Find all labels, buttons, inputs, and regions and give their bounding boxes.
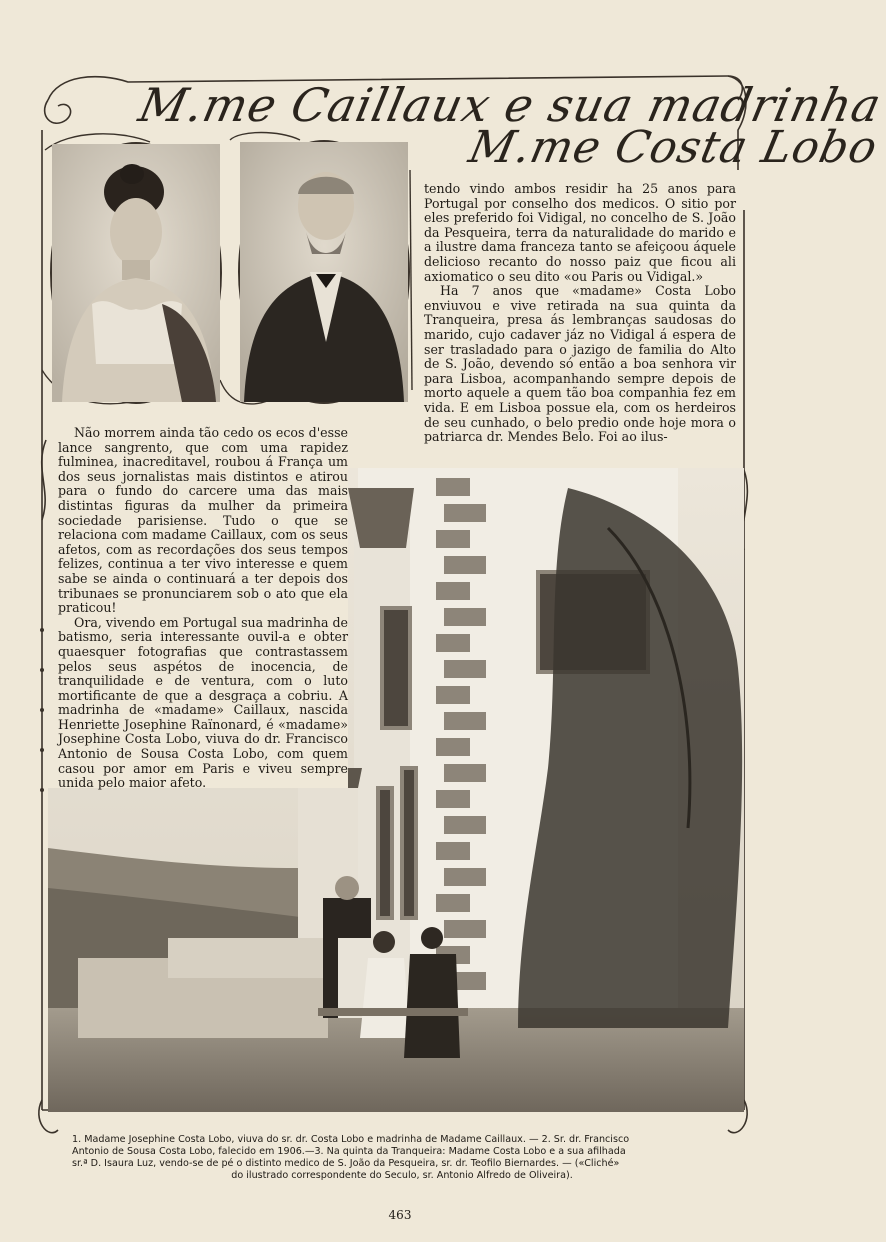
page-number: 463: [388, 1208, 412, 1222]
left-paragraph-1: Não morrem ainda tão cedo os ecos d'esse lance sangrento, que com uma rapidez fulminea, inacreditavel, roubou á França um dos seus jornalistas mais distintos e atirou para o fundo do carcere uma das mais distintas figuras da mulher da primeira sociedade parisiense. Tudo o que se relaciona com madame Caillaux, com os seus afetos, com as recordações dos seus tempos felizes, continua a ter vivo interesse e quem sabe se ainda o continuará a ter depois dos tribunaes se pronunciarem sob o ato que ela praticou!: [58, 425, 348, 616]
right-column-text: [424, 182, 736, 445]
portrait-dr-costa-lobo: [238, 140, 410, 404]
portrait-pair: [40, 130, 416, 410]
headline-line-2: M.me Costa Lobo: [464, 122, 883, 173]
headline-line-1: M.me Caillaux e sua madrinha: [134, 78, 886, 132]
left-column-text: [58, 426, 348, 791]
caption-line-3: sr.ª D. Isaura Luz, vendo-se de pé o distinto medico de S. João da Pesqueira, sr. dr. Teofilo Biernardes. — («Cliché»: [72, 1158, 620, 1169]
caption-line-4: do ilustrado correspondente do Seculo, sr. Antonio Alfredo de Oliveira).: [231, 1170, 573, 1181]
caption-line-2: Antonio de Sousa Costa Lobo, falecido em 1906.—3. Na quinta da Tranqueira: Madame Costa Lobo e a sua afilhada: [72, 1146, 626, 1157]
caption-line-1: 1. Madame Josephine Costa Lobo, viuva do sr. dr. Costa Lobo e madrinha de Madame Caillaux. — 2. Sr. dr. Francisco: [72, 1134, 630, 1145]
left-paragraph-2: Ora, vivendo em Portugal sua madrinha de batismo, seria interessante ouvil-a e obter quaesquer fotografias que contrastassem pelos seus aspétos de inocencia, de tranquilidade e de ventura, com o luto mortificante de que a desgraça a cobriu. A madrinha de «madame» Caillaux, nascida Henriette Josephine Raïnonard, é «madame» Josephine Costa Lobo, viuva do dr. Francisco Antonio de Sousa Costa Lobo, com quem casou por amor em Paris e viveu sempre unida pelo maior afeto.: [58, 614, 348, 791]
right-paragraph-2: Ha 7 anos que «madame» Costa Lobo enviuvou e vive retirada na sua quinta da Tranqueira, presa ás lembranças saudosas do marido, cujo cadaver jáz no Vidigal á espera de ser trasladado para o jazigo de familia do Alto de S. João, devendo só então a boa senhora vir para Lisboa, acompanhando sempre depois de morto aquele a quem tão boa companhia fez em vida. E em Lisboa possue ela, com os herdeiros de seu cunhado, o belo predio onde hoje mora o patriarca dr. Mendes Belo. Foi ao ilus-: [424, 283, 736, 445]
man-portrait-image: [240, 142, 408, 402]
right-paragraph-1: tendo vindo ambos residir ha 25 anos para Portugal por conselho dos medicos. O sitio por eles preferido foi Vidigal, no concelho de S. João da Pesqueira, terra da naturalidade do marido e a ilustre dama franceza tanto se afeiçoou áquele delicioso recanto do nosso paiz que ficou ali axiomatico o seu dito «ou Paris ou Vidigal.»: [424, 181, 736, 284]
woman-portrait-image: [52, 144, 220, 402]
photo-caption: [72, 1134, 732, 1182]
portrait-madame-costa-lobo: [50, 142, 222, 404]
